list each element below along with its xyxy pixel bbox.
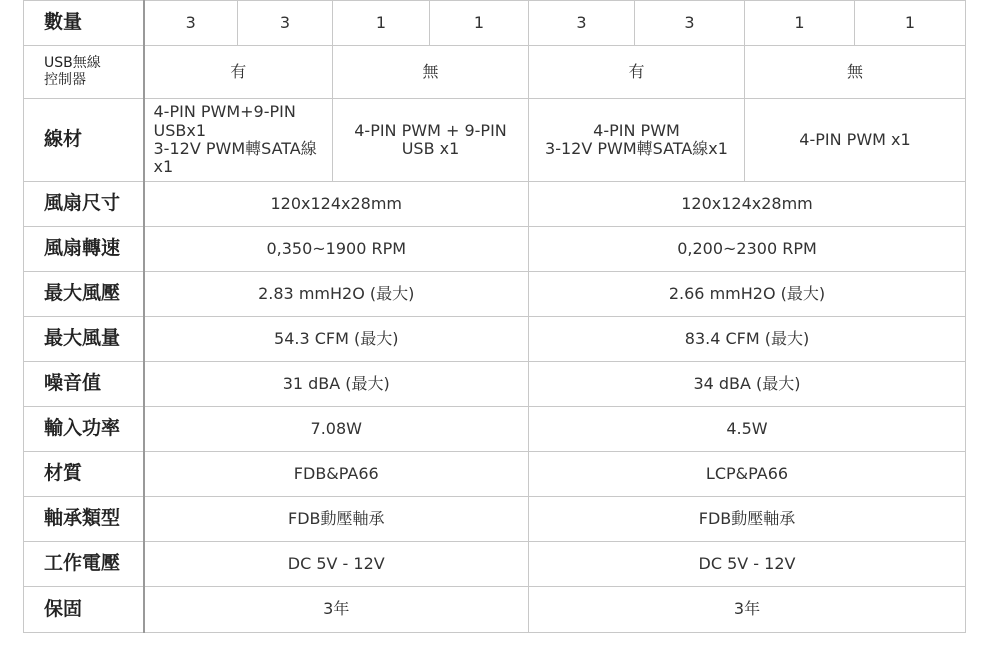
table-cell: 2.66 mmH2O (最大) — [529, 272, 966, 317]
row-power — [24, 407, 966, 452]
row-label: 數量 — [24, 1, 144, 46]
cell-line: 4-PIN PWM + 9-PIN USB x1 — [354, 120, 507, 158]
table-cell: DC 5V - 12V — [529, 542, 966, 587]
label-line: 控制器 — [44, 72, 86, 88]
row-label: 最大風壓 — [24, 272, 144, 317]
table-cell: 83.4 CFM (最大) — [529, 317, 966, 362]
table-cell: 3年 — [529, 587, 966, 633]
row-label: 風扇轉速 — [24, 227, 144, 272]
row-label: 材質 — [24, 452, 144, 497]
table-cell — [144, 99, 333, 182]
table-cell: 31 dBA (最大) — [144, 362, 529, 407]
table-cell: FDB動壓軸承 — [144, 497, 529, 542]
row-fan-size — [24, 182, 966, 227]
spec-table — [23, 0, 966, 633]
row-label: 最大風量 — [24, 317, 144, 362]
table-cell: DC 5V - 12V — [144, 542, 529, 587]
row-label — [24, 46, 144, 99]
row-cable — [24, 99, 966, 182]
table-cell: 1 — [430, 1, 529, 46]
label-line: USB無線 — [44, 55, 101, 72]
table-cell: FDB動壓軸承 — [529, 497, 966, 542]
row-label: 軸承類型 — [24, 497, 144, 542]
row-quantity — [24, 1, 966, 46]
row-label: 風扇尺寸 — [24, 182, 144, 227]
table-cell: 0,200~2300 RPM — [529, 227, 966, 272]
row-label: 噪音值 — [24, 362, 144, 407]
row-usb-controller — [24, 46, 966, 99]
row-material — [24, 452, 966, 497]
row-label: 線材 — [24, 99, 144, 182]
table-cell: 2.83 mmH2O (最大) — [144, 272, 529, 317]
cell-line: 4-PIN PWM x1 — [799, 129, 911, 149]
cell-line: 3-12V PWM轉SATA線x1 — [545, 139, 728, 158]
table-cell: 54.3 CFM (最大) — [144, 317, 529, 362]
table-cell: 120x124x28mm — [529, 182, 966, 227]
table-cell: 34 dBA (最大) — [529, 362, 966, 407]
table-cell: FDB&PA66 — [144, 452, 529, 497]
table-cell: 有 — [144, 46, 333, 99]
row-label: 輸入功率 — [24, 407, 144, 452]
row-voltage — [24, 542, 966, 587]
row-fan-speed — [24, 227, 966, 272]
row-max-airflow — [24, 317, 966, 362]
row-label: 保固 — [24, 587, 144, 633]
table-cell: 1 — [855, 1, 966, 46]
table-cell — [745, 99, 966, 182]
table-cell: 無 — [333, 46, 529, 99]
row-noise — [24, 362, 966, 407]
table-cell — [333, 99, 529, 182]
table-cell: 4.5W — [529, 407, 966, 452]
row-label: 工作電壓 — [24, 542, 144, 587]
table-cell: 7.08W — [144, 407, 529, 452]
table-cell: 3 — [144, 1, 238, 46]
table-cell: 3 — [529, 1, 635, 46]
table-cell: 3 — [238, 1, 333, 46]
cell-line: 4-PIN PWM+9-PIN USBx1 — [153, 102, 296, 140]
table-cell: 無 — [745, 46, 966, 99]
table-cell: 有 — [529, 46, 745, 99]
table-cell: 3 — [635, 1, 745, 46]
table-cell: LCP&PA66 — [529, 452, 966, 497]
table-cell: 1 — [745, 1, 855, 46]
table-cell: 0,350~1900 RPM — [144, 227, 529, 272]
row-warranty — [24, 587, 966, 633]
table-cell: 3年 — [144, 587, 529, 633]
row-max-pressure — [24, 272, 966, 317]
row-bearing — [24, 497, 966, 542]
cell-line: 4-PIN PWM — [593, 120, 680, 140]
table-cell: 120x124x28mm — [144, 182, 529, 227]
cell-line: 3-12V PWM轉SATA線x1 — [153, 139, 317, 177]
table-cell: 1 — [333, 1, 430, 46]
table-cell — [529, 99, 745, 182]
